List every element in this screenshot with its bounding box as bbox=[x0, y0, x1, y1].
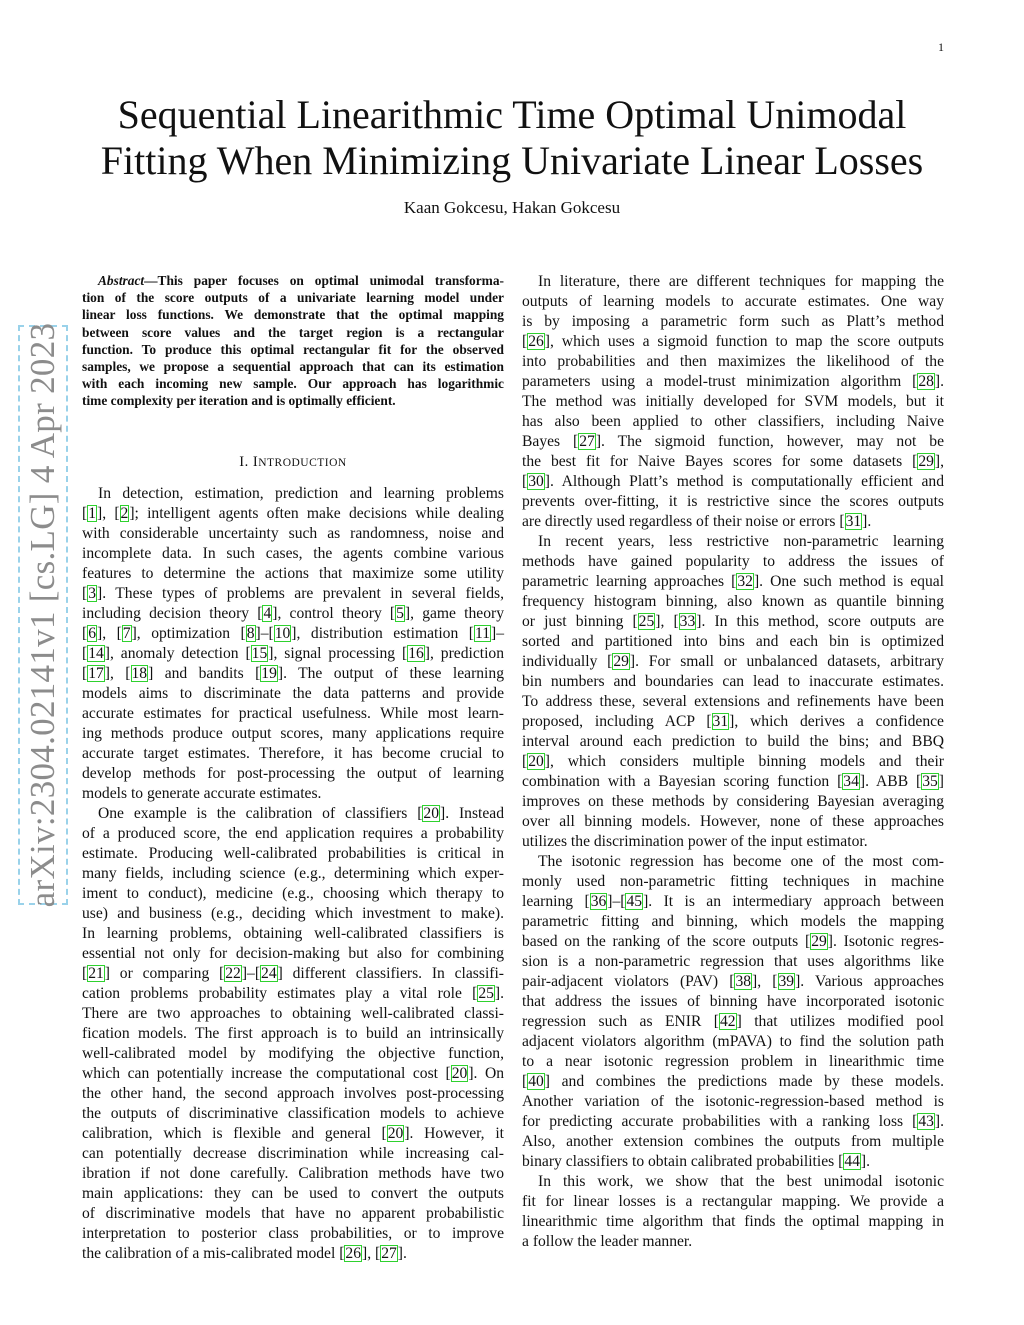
section-number: I. bbox=[239, 453, 249, 470]
citation-link[interactable]: 25 bbox=[478, 984, 494, 1002]
left-paragraph-line: calibration, which is flexible and general [20]. However, it bbox=[82, 1124, 504, 1142]
right-paragraph-line: linearithmic time algorithm that finds the optimal mapping in bbox=[522, 1213, 944, 1230]
left-paragraph-line: estimate. Producing well-calibrated probabilities is critical in bbox=[82, 844, 504, 862]
right-paragraph-line: monly used non-parametric fitting techniques in machine bbox=[522, 873, 944, 890]
citation-link[interactable]: 33 bbox=[679, 613, 696, 630]
right-paragraph-line: [26], which uses a sigmoid function to map the score outputs bbox=[522, 333, 944, 350]
left-paragraph-line: ing methods produce output scores, many applications require bbox=[82, 724, 504, 742]
citation-link[interactable]: 15 bbox=[251, 644, 268, 662]
abstract-line: between score values and the target region is a rectangular bbox=[82, 324, 504, 340]
citation-link[interactable]: 25 bbox=[638, 613, 655, 630]
right-paragraph-line: is by imposing a parametric form such as Platt’s method bbox=[522, 313, 944, 330]
right-paragraph-line: In this work, we show that the best unimodal isotonic bbox=[538, 1173, 944, 1190]
citation-link[interactable]: 24 bbox=[261, 964, 277, 982]
citation-link[interactable]: 28 bbox=[918, 373, 934, 390]
right-paragraph-line: based on the ranking of the score outputs [29]. Isotonic regres- bbox=[522, 933, 945, 950]
right-paragraph-line: for predicting accurate probabilities with a ranking loss [43]. bbox=[522, 1113, 944, 1130]
citation-link[interactable]: 3 bbox=[88, 584, 96, 602]
right-paragraph-line: sion is a non-parametric regression that uses algorithms like bbox=[522, 953, 944, 970]
left-paragraph-line: models to generate accurate estimates. bbox=[82, 784, 322, 802]
left-paragraph-line: of discriminative models that have no apparent probabilistic bbox=[82, 1204, 504, 1222]
citation-link[interactable]: 34 bbox=[843, 773, 859, 790]
left-paragraph-line: There are two approaches to obtaining well-calibrated classi- bbox=[82, 1004, 504, 1022]
left-paragraph-line: with considerable uncertainty such as randomness, noise and bbox=[82, 524, 504, 542]
citation-link[interactable]: 14 bbox=[88, 644, 104, 662]
citation-link[interactable]: 45 bbox=[626, 893, 643, 910]
right-paragraph-line: In literature, there are different techniques for mapping the bbox=[538, 273, 944, 290]
left-paragraph-line: the calibration of a mis-calibrated model [26], [27]. bbox=[82, 1244, 407, 1262]
citation-link[interactable]: 31 bbox=[845, 513, 862, 530]
right-paragraph-line: parametric fitting and binning, which models the mapping bbox=[522, 913, 944, 930]
citation-link[interactable]: 29 bbox=[613, 653, 629, 670]
right-paragraph-line: The isotonic regression has become one of the most com- bbox=[538, 853, 944, 870]
abstract-line: linear loss functions. We demonstrate that the optimal mapping bbox=[82, 307, 504, 323]
right-paragraph-line: bin numbers and boundaries can lead to inaccurate estimates. bbox=[522, 673, 944, 690]
right-paragraph-line: Also, another extension combines the outputs from multiple bbox=[522, 1133, 944, 1150]
citation-link[interactable]: 5 bbox=[396, 604, 404, 622]
right-paragraph-line: individually [29]. For small or unbalanced datasets, arbitrary bbox=[522, 653, 944, 670]
left-paragraph-line: the other hand, the second approach involves post-processing bbox=[82, 1084, 504, 1102]
right-paragraph-line: prevents over-fitting, it is restrictive since the scores outputs bbox=[522, 493, 944, 510]
left-body-text bbox=[82, 484, 504, 1264]
right-paragraph-line: combination with a Bayesian scoring function [34]. ABB [35] bbox=[522, 773, 944, 790]
abstract-line-text: —This paper focuses on optimal unimodal transforma- bbox=[144, 273, 504, 288]
left-paragraph-line: models aims to discriminate the data patterns and provide bbox=[82, 684, 504, 702]
right-paragraph-line: interval around each prediction to build the bins; and BBQ bbox=[522, 733, 944, 750]
citation-link[interactable]: 18 bbox=[131, 664, 148, 682]
right-column bbox=[522, 272, 944, 1252]
citation-link[interactable]: 27 bbox=[381, 1244, 397, 1262]
citation-link[interactable]: 20 bbox=[387, 1124, 404, 1142]
right-paragraph-line: fit for linear losses is a rectangular mapping. We provide a bbox=[522, 1193, 944, 1210]
left-paragraph-line: interpretation to posterior class probabilities, or to improve bbox=[82, 1224, 504, 1242]
left-paragraph-line: which can potentially increase the computational cost [20]. On bbox=[82, 1064, 504, 1082]
right-paragraph-line: are directly used regardless of their noise or errors [31]. bbox=[522, 513, 872, 530]
abstract-line: time complexity per iteration and is optimally efficient. bbox=[82, 393, 396, 409]
right-paragraph-line: to a near isotonic regression problem in linearithmic time bbox=[522, 1053, 944, 1070]
left-paragraph-line: many fields, including science (e.g., determining which exper- bbox=[82, 864, 504, 882]
arxiv-identifier-stamp[interactable] bbox=[18, 322, 68, 908]
citation-link[interactable]: 17 bbox=[88, 664, 104, 682]
right-paragraph-line: frequency histogram binning, also known as quantile binning bbox=[522, 593, 944, 610]
right-paragraph-line: proposed, including ACP [31], which derives a confidence bbox=[522, 713, 944, 730]
left-paragraph-line: features to determine the actions that maximize some utility bbox=[82, 564, 504, 582]
abstract-line: samples, we propose a sequential approach that can its estimation bbox=[82, 358, 504, 374]
citation-link[interactable]: 2 bbox=[120, 504, 129, 522]
left-paragraph-line: accurate estimates for practical usefulness. While most learn- bbox=[82, 704, 504, 722]
left-paragraph-line: well-calibrated model by modifying the objective function, bbox=[82, 1044, 504, 1062]
left-paragraph-line: cation problems probability estimates play a vital role [25]. bbox=[82, 984, 504, 1002]
left-paragraph-line: [21] or comparing [22]–[24] different classifiers. In classifi- bbox=[82, 964, 504, 982]
right-paragraph-line: adjacent violators algorithm (mPAVA) to find the solution path bbox=[522, 1033, 944, 1050]
citation-link[interactable]: 21 bbox=[88, 964, 104, 982]
left-paragraph-line: of a produced score, the end application requires a probability bbox=[82, 824, 504, 842]
right-paragraph-line: outputs of learning models to accurate estimates. One way bbox=[522, 293, 944, 310]
left-paragraph-line: In learning problems, obtaining well-calibrated classifiers is bbox=[82, 924, 504, 942]
left-paragraph-line: use) and business (e.g., deciding which investment to make). bbox=[82, 904, 504, 922]
right-paragraph-line: [20], which considers multiple binning models and their bbox=[522, 753, 944, 770]
right-paragraph-line: [40] and combines the predictions made by these models. bbox=[522, 1073, 944, 1090]
citation-link[interactable]: 32 bbox=[737, 573, 753, 590]
title-line-2: Fitting When Minimizing Univariate Linear Losses bbox=[100, 138, 924, 183]
left-column bbox=[82, 272, 504, 1264]
right-body-text bbox=[522, 272, 944, 1252]
right-paragraph-line: Another variation of the isotonic-regression-based method is bbox=[522, 1093, 944, 1110]
paper-title bbox=[60, 92, 964, 184]
section-heading-introduction bbox=[82, 452, 504, 472]
right-paragraph-line: sorted and partitioned into bins and each bin is optimized bbox=[522, 633, 944, 650]
left-paragraph-line: [6], [7], optimization [8]–[10], distribution estimation [11]– bbox=[82, 624, 504, 642]
left-paragraph-line: the outputs of discriminative classification models to achieve bbox=[82, 1104, 504, 1122]
citation-link[interactable]: 35 bbox=[922, 773, 938, 790]
right-paragraph-line: parameters using a model-trust minimization algorithm [28]. bbox=[522, 373, 944, 390]
left-paragraph-line: essential not only for decision-making but also for combining bbox=[82, 944, 504, 962]
title-line-1: Sequential Linearithmic Time Optimal Unimodal bbox=[117, 92, 907, 137]
citation-link[interactable]: 10 bbox=[274, 624, 291, 642]
citation-link[interactable]: 20 bbox=[451, 1064, 468, 1082]
right-paragraph-line: Bayes [27]. The sigmoid function, however, may not be bbox=[522, 433, 945, 450]
citation-link[interactable]: 8 bbox=[246, 624, 255, 642]
right-paragraph-line: parametric learning approaches [32]. One such method is equal bbox=[522, 573, 944, 590]
right-paragraph-line: utilizes the discrimination power of the input estimator. bbox=[522, 833, 868, 850]
citation-link[interactable]: 40 bbox=[528, 1073, 544, 1090]
citation-link[interactable]: 16 bbox=[408, 644, 424, 662]
right-paragraph-line: that address the issues of binning have incorporated isotonic bbox=[522, 993, 944, 1010]
abstract bbox=[82, 272, 504, 410]
right-paragraph-line: [30]. Although Platt’s method is computationally efficient and bbox=[522, 473, 944, 490]
left-paragraph-line: [17], [18] and bandits [19]. The output of these learning bbox=[82, 664, 504, 682]
right-paragraph-line: pair-adjacent violators (PAV) [38], [39]. Various approaches bbox=[522, 973, 944, 990]
left-paragraph-line: can potentially decrease discrimination while increasing cal- bbox=[82, 1144, 504, 1162]
right-paragraph-line: To address these, several extensions and refinements have been bbox=[522, 693, 944, 710]
right-paragraph-line: binary classifiers to obtain calibrated probabilities [44]. bbox=[522, 1153, 870, 1170]
citation-link[interactable]: 26 bbox=[345, 1244, 361, 1262]
left-paragraph-line: fication models. The first approach is to build an intrinsically bbox=[82, 1024, 504, 1042]
arxiv-stamp-text: arXiv:2304.02141v1 [cs.LG] 4 Apr 2023 bbox=[23, 322, 62, 908]
citation-link[interactable]: 1 bbox=[88, 504, 96, 522]
left-paragraph-line: [1], [2]; intelligent agents often make decisions while dealing bbox=[82, 504, 504, 522]
citation-link[interactable]: 26 bbox=[528, 333, 544, 350]
right-paragraph-line: into probabilities and then maximizes the likelihood of the bbox=[522, 353, 944, 370]
right-paragraph-line: methods have gained popularity to address the issues of bbox=[522, 553, 944, 570]
section-title-first: I bbox=[252, 453, 259, 470]
right-paragraph-line: improves on these methods by considering Bayesian averaging bbox=[522, 793, 944, 810]
page-number: 1 bbox=[938, 40, 944, 54]
right-paragraph-line: In recent years, less restrictive non-parametric learning bbox=[538, 533, 944, 550]
citation-link[interactable]: 44 bbox=[844, 1153, 860, 1170]
abstract-line bbox=[82, 272, 504, 289]
left-paragraph-line: incomplete data. In such cases, the agents combine various bbox=[82, 544, 504, 562]
citation-link[interactable]: 22 bbox=[225, 964, 241, 982]
citation-link[interactable]: 6 bbox=[88, 624, 96, 642]
left-paragraph-line: iment to conduct), medicine (e.g., choosing which therapy to bbox=[82, 884, 504, 902]
author-list: Kaan Gokcesu, Hakan Gokcesu bbox=[403, 198, 621, 217]
left-paragraph-line: ibration if not done carefully. Calibration methods have two bbox=[82, 1164, 504, 1182]
abstract-line: with each incoming new sample. Our approach has logarithmic bbox=[82, 376, 504, 392]
left-paragraph-line: accurate target estimates. Therefore, it has become crucial to bbox=[82, 744, 504, 762]
left-paragraph-line: [14], anomaly detection [15], signal processing [16], prediction bbox=[82, 644, 505, 662]
left-paragraph-line: [3]. These types of problems are prevalent in several fields, bbox=[82, 584, 504, 602]
abstract-line: function. To produce this optimal rectangular fit for the observed bbox=[82, 341, 504, 357]
citation-link[interactable]: 19 bbox=[261, 664, 277, 682]
right-paragraph-line: the best fit for Naive Bayes scores for some datasets [29], bbox=[522, 453, 944, 470]
right-paragraph-line: or just binning [25], [33]. In this method, score outputs are bbox=[522, 613, 944, 630]
citation-link[interactable]: 20 bbox=[423, 804, 440, 822]
left-paragraph-line: including decision theory [4], control theory [5], game theory bbox=[82, 604, 504, 622]
citation-link[interactable]: 29 bbox=[811, 933, 827, 950]
right-paragraph-line: learning [36]–[45]. It is an intermediary approach between bbox=[522, 893, 945, 910]
citation-link[interactable]: 30 bbox=[528, 473, 544, 490]
citation-link[interactable]: 11 bbox=[474, 624, 490, 642]
citation-link[interactable]: 4 bbox=[263, 604, 272, 622]
citation-link[interactable]: 38 bbox=[735, 973, 752, 990]
abstract-line: tion of the score outputs of a univariate learning model under bbox=[82, 290, 504, 306]
section-title-rest: NTRODUCTION bbox=[258, 456, 347, 469]
citation-link[interactable]: 36 bbox=[590, 893, 607, 910]
right-paragraph-line: regression such as ENIR [42] that utilizes modified pool bbox=[522, 1013, 944, 1030]
citation-link[interactable]: 43 bbox=[918, 1113, 934, 1130]
citation-link[interactable]: 7 bbox=[122, 624, 131, 642]
citation-link[interactable]: 29 bbox=[918, 453, 934, 470]
right-paragraph-line: The method was initially developed for SVM models, but it bbox=[522, 393, 944, 410]
citation-link[interactable]: 42 bbox=[720, 1013, 736, 1030]
abstract-label: Abstract bbox=[98, 273, 145, 288]
right-paragraph-line: over all binning models. However, none of these approaches bbox=[522, 813, 944, 830]
right-paragraph-line: a follow the leader manner. bbox=[522, 1233, 693, 1250]
left-paragraph-line: develop methods for post-processing the output of learning bbox=[82, 764, 504, 782]
left-paragraph-line: In detection, estimation, prediction and learning problems bbox=[98, 484, 504, 502]
left-paragraph-line: main applications: they can be used to convert the outputs bbox=[82, 1184, 504, 1202]
citation-link[interactable]: 20 bbox=[528, 753, 544, 770]
left-paragraph-line: One example is the calibration of classifiers [20]. Instead bbox=[98, 804, 504, 822]
right-paragraph-line: has also been applied to other classifiers, including Naive bbox=[522, 413, 944, 430]
citation-link[interactable]: 27 bbox=[579, 433, 595, 450]
citation-link[interactable]: 31 bbox=[712, 713, 729, 730]
citation-link[interactable]: 39 bbox=[778, 973, 795, 990]
